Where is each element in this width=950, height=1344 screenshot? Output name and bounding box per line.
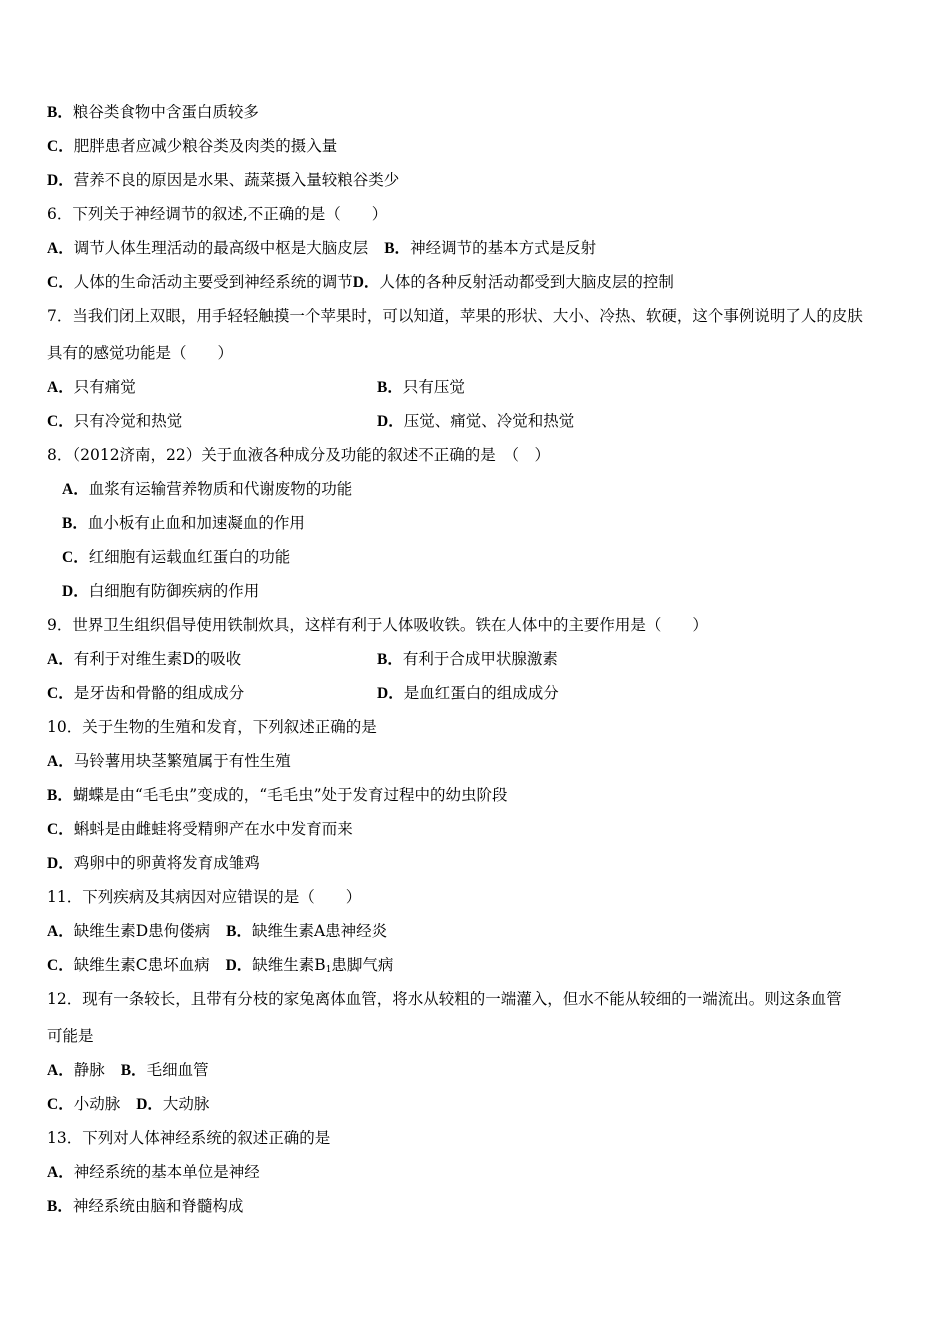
q8-stem: 8．（2012济南，22）关于血液各种成分及功能的叙述不正确的是 （ ） — [47, 446, 551, 464]
option-label: C． — [47, 821, 74, 838]
option-text: 人体的各种反射活动都受到大脑皮层的控制 — [379, 273, 674, 291]
option-label: A． — [47, 1062, 74, 1079]
option-text: 是牙齿和骨骼的组成成分 — [73, 684, 245, 702]
option-label: C． — [47, 1096, 74, 1113]
option-text: 神经系统的基本单位是神经 — [73, 1163, 260, 1181]
option-text: 缺维生素C患坏血病 — [73, 956, 210, 974]
option-label: C． — [62, 549, 89, 566]
option-text: 压觉、痛觉、冷觉和热觉 — [403, 412, 575, 430]
option-text: 肥胖患者应减少粮谷类及肉类的摄入量 — [73, 137, 338, 155]
option-label: A． — [47, 379, 74, 396]
q8-option-b — [62, 513, 305, 534]
option-label: B． — [47, 104, 73, 121]
option-text: 缺维生素A患神经炎 — [251, 922, 388, 940]
option-text: 只有冷觉和热觉 — [73, 412, 183, 430]
option-label: B． — [226, 923, 252, 940]
q7-options-ab — [47, 377, 465, 398]
q5-option-d — [47, 170, 399, 191]
option-text: 缺维生素B — [252, 956, 326, 974]
option-text: 血小板有止血和加速凝血的作用 — [87, 514, 305, 532]
q12-options-cd — [47, 1094, 209, 1115]
option-label: A． — [47, 923, 74, 940]
option-label: D． — [377, 685, 404, 702]
q11-options-ab — [47, 921, 387, 942]
option-text: 红细胞有运载血红蛋白的功能 — [88, 548, 291, 566]
option-text: 鸡卵中的卵黄将发育成雏鸡 — [73, 854, 260, 872]
option-text: 有利于对维生素D的吸收 — [73, 650, 242, 668]
option-text: 白细胞有防御疾病的作用 — [88, 582, 260, 600]
option-text: 患脚气病 — [331, 956, 394, 974]
option-text: 静脉 — [73, 1061, 105, 1079]
option-label: A． — [62, 481, 89, 498]
option-text: 大动脉 — [162, 1095, 210, 1113]
option-label: A． — [47, 753, 74, 770]
q7-stem-line1: 7．当我们闭上双眼，用手轻轻触摸一个苹果时，可以知道，苹果的形状、大小、冷热、软硬，这个事例说明了人的皮肤 — [47, 307, 863, 325]
option-text: 毛细血管 — [146, 1061, 209, 1079]
q8-option-d — [62, 581, 259, 602]
option-label: B． — [62, 515, 88, 532]
option-label: B． — [47, 787, 73, 804]
option-label: C． — [47, 685, 74, 702]
option-label: D． — [225, 957, 253, 974]
option-label: C． — [47, 274, 74, 291]
q11-options-cd — [47, 955, 393, 980]
q6-options-ab — [47, 238, 596, 259]
q10-option-b — [47, 785, 508, 806]
option-text: 小动脉 — [73, 1095, 121, 1113]
q13-option-b — [47, 1196, 243, 1217]
q8-option-c — [62, 547, 290, 568]
option-label: B． — [47, 1198, 73, 1215]
subscript: 1 — [325, 965, 332, 975]
option-label: D． — [47, 172, 74, 189]
option-label: D． — [352, 274, 380, 291]
option-text: 神经系统由脑和脊髓构成 — [72, 1197, 244, 1215]
option-text: 蝌蚪是由雌蛙将受精卵产在水中发育而来 — [73, 820, 353, 838]
q5-option-c — [47, 136, 337, 157]
option-label: D． — [136, 1096, 163, 1113]
q12-stem-line1: 12．现有一条较长，且带有分枝的家兔离体血管，将水从较粗的一端灌入，但水不能从较细的一端流出。则这条血管 — [47, 990, 842, 1008]
q9-options-cd — [47, 683, 559, 704]
option-text: 马铃薯用块茎繁殖属于有性生殖 — [73, 752, 291, 770]
option-label: B． — [384, 240, 411, 257]
q9-options-ab — [47, 649, 558, 670]
q12-options-ab — [47, 1060, 209, 1081]
option-text: 只有压觉 — [402, 378, 465, 396]
option-text: 营养不良的原因是水果、蔬菜摄入量较粮谷类少 — [73, 171, 400, 189]
q6-options-cd — [47, 272, 674, 293]
option-label: A． — [47, 240, 74, 257]
option-label: D． — [377, 413, 404, 430]
q6-stem: 6．下列关于神经调节的叙述,不正确的是（ ） — [47, 205, 388, 223]
q8-option-a — [62, 479, 352, 500]
option-text: 只有痛觉 — [73, 378, 136, 396]
option-label: A． — [47, 1164, 74, 1181]
option-text: 是血红蛋白的组成成分 — [403, 684, 559, 702]
option-label: C． — [47, 138, 74, 155]
option-label: B． — [377, 651, 403, 668]
option-text: 缺维生素D患佝偻病 — [73, 922, 211, 940]
q13-option-a — [47, 1162, 260, 1183]
option-label: D． — [62, 583, 89, 600]
q9-stem: 9．世界卫生组织倡导使用铁制炊具，这样有利于人体吸收铁。铁在人体中的主要作用是（ ） — [47, 616, 708, 634]
option-label: D． — [47, 855, 74, 872]
q10-option-c — [47, 819, 353, 840]
option-text: 有利于合成甲状腺激素 — [402, 650, 558, 668]
option-text: 调节人体生理活动的最高级中枢是大脑皮层 — [73, 239, 369, 257]
q7-stem-line2: 具有的感觉功能是（ ） — [47, 344, 234, 362]
option-label: C． — [47, 413, 74, 430]
option-label: B． — [120, 1062, 147, 1079]
q13-stem: 13．下列对人体神经系统的叙述正确的是 — [47, 1129, 331, 1147]
q10-option-a — [47, 751, 291, 772]
q12-stem-line2: 可能是 — [47, 1027, 94, 1045]
q10-stem: 10．关于生物的生殖和发育，下列叙述正确的是 — [47, 718, 377, 736]
q5-option-b — [47, 102, 259, 123]
option-text: 蝴蝶是由“毛毛虫”变成的，“毛毛虫”处于发育过程中的幼虫阶段 — [72, 786, 508, 804]
q7-options-cd — [47, 411, 575, 432]
option-label: C． — [47, 957, 74, 974]
option-label: A． — [47, 651, 74, 668]
option-text: 神经调节的基本方式是反射 — [410, 239, 597, 257]
option-label: B． — [377, 379, 403, 396]
option-text: 血浆有运输营养物质和代谢废物的功能 — [88, 480, 353, 498]
q11-stem: 11．下列疾病及其病因对应错误的是（ ） — [47, 888, 362, 906]
option-text: 粮谷类食物中含蛋白质较多 — [72, 103, 259, 121]
option-text: 人体的生命活动主要受到神经系统的调节 — [73, 273, 353, 291]
q10-option-d — [47, 853, 260, 874]
